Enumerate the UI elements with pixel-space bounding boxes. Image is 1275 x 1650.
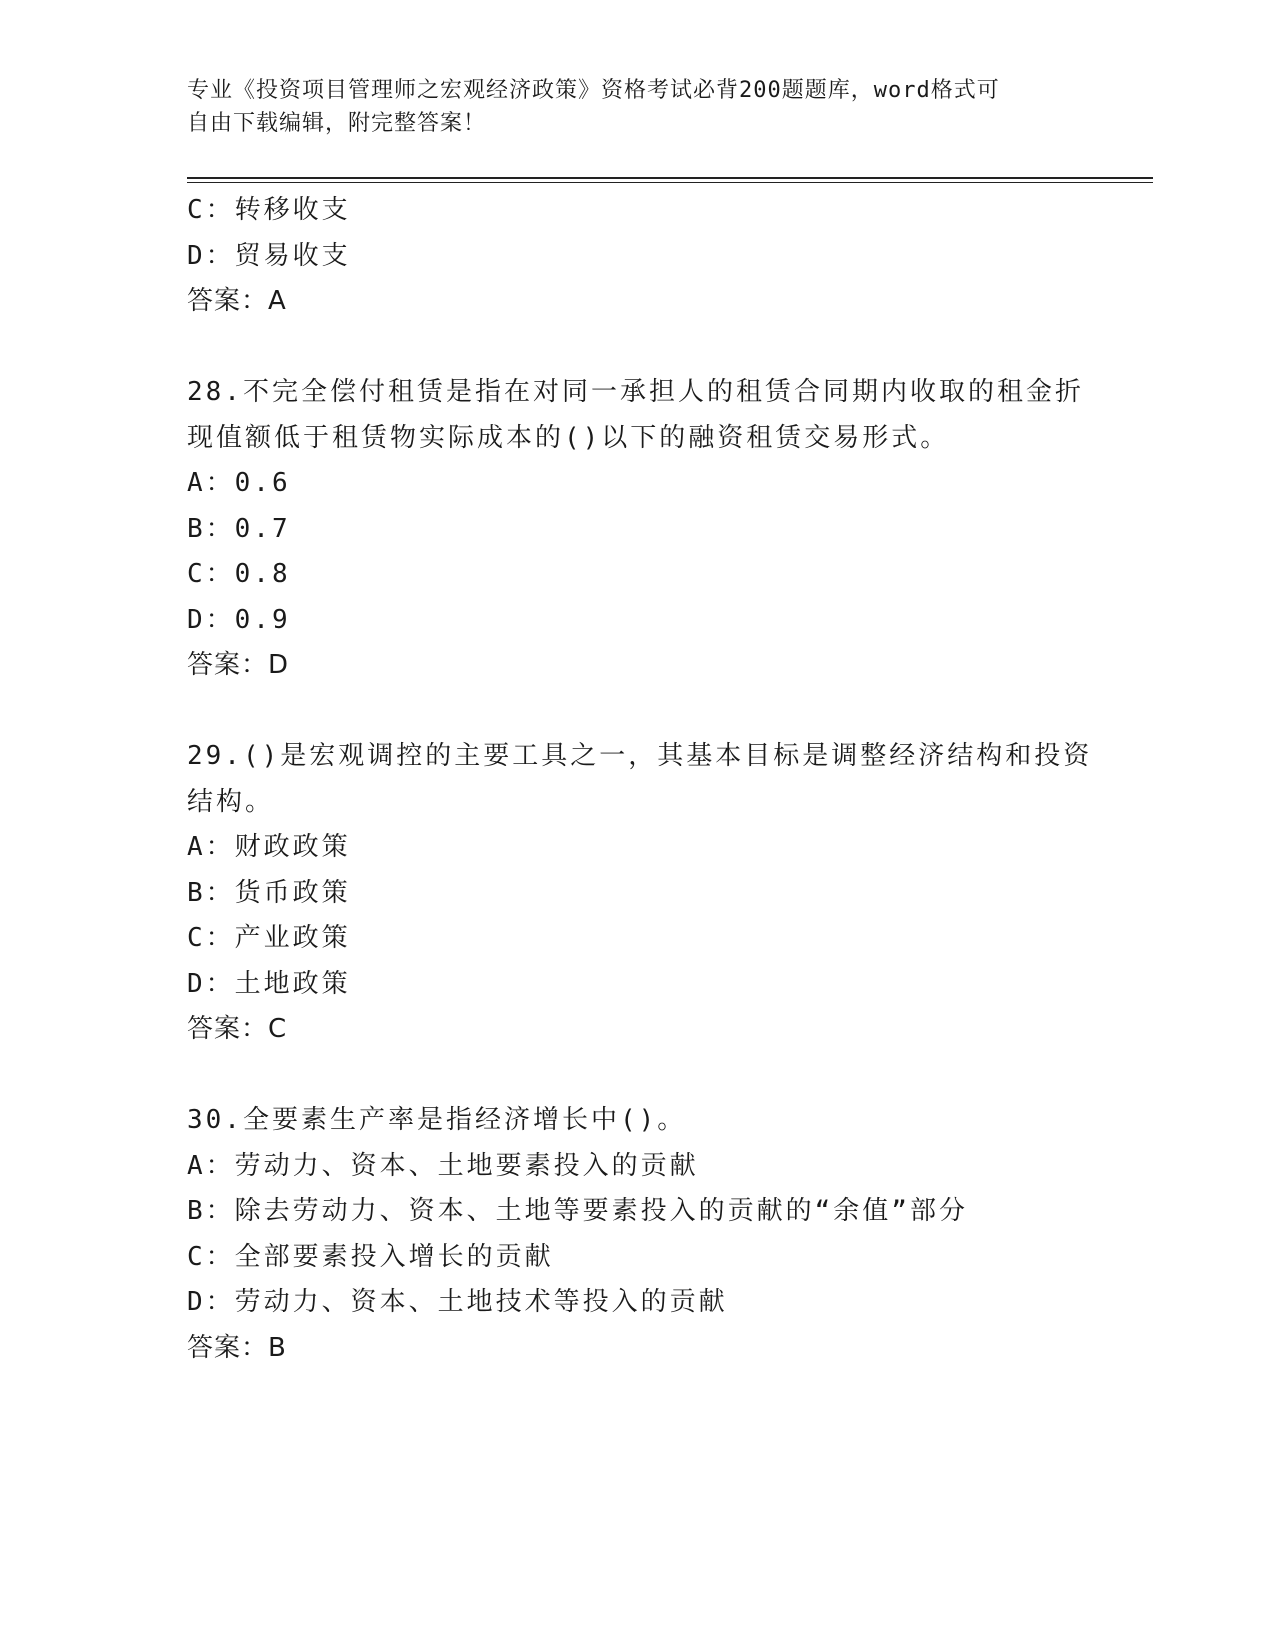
header-line-2: 自由下载编辑，附完整答案！ xyxy=(187,111,487,136)
question-list xyxy=(187,188,1093,1371)
option-d: D：贸易收支 xyxy=(187,240,351,271)
option-c: C：产业政策 xyxy=(187,923,351,953)
option-a: A：0.6 xyxy=(187,468,291,498)
option-a: A：财政政策 xyxy=(187,832,351,862)
answer-line: 答案：C xyxy=(187,1014,288,1044)
option-a: A：劳动力、资本、土地要素投入的贡献 xyxy=(187,1150,699,1181)
option-d: D：0.9 xyxy=(187,604,291,635)
option-c: C：转移收支 xyxy=(187,195,351,225)
option-d: D：土地政策 xyxy=(187,968,351,999)
option-b: B：0.7 xyxy=(187,513,291,544)
question-continued xyxy=(187,188,1087,325)
question-30 xyxy=(187,1098,1087,1371)
document-header xyxy=(187,74,1067,140)
answer-line: 答案：D xyxy=(187,650,290,680)
question-stem: 30.全要素生产率是指经济增长中()。 xyxy=(187,1105,687,1135)
question-29 xyxy=(187,734,1093,1053)
question-stem: 29.()是宏观调控的主要工具之一，其基本目标是调整经济结构和投资 xyxy=(187,741,1093,771)
question-stem: 28.不完全偿付租赁是指在对同一承担人的租赁合同期内收取的租金折 xyxy=(187,377,1084,407)
question-28 xyxy=(187,370,1087,689)
answer-line: 答案：A xyxy=(187,286,287,316)
question-stem: 结构。 xyxy=(187,786,275,817)
header-line-1: 专业《投资项目管理师之宏观经济政策》资格考试必背200题题库，word格式可 xyxy=(187,78,1000,103)
option-c: C：全部要素投入增长的贡献 xyxy=(187,1241,554,1272)
option-d: D：劳动力、资本、土地技术等投入的贡献 xyxy=(187,1287,728,1317)
option-b: B：货币政策 xyxy=(187,877,351,908)
question-stem: 现值额低于租赁物实际成本的()以下的融资租赁交易形式。 xyxy=(187,422,950,453)
answer-line: 答案：B xyxy=(187,1332,287,1363)
option-c: C：0.8 xyxy=(187,559,291,589)
option-b: B：除去劳动力、资本、土地等要素投入的贡献的“余值”部分 xyxy=(187,1196,968,1226)
header-divider xyxy=(187,177,1153,183)
